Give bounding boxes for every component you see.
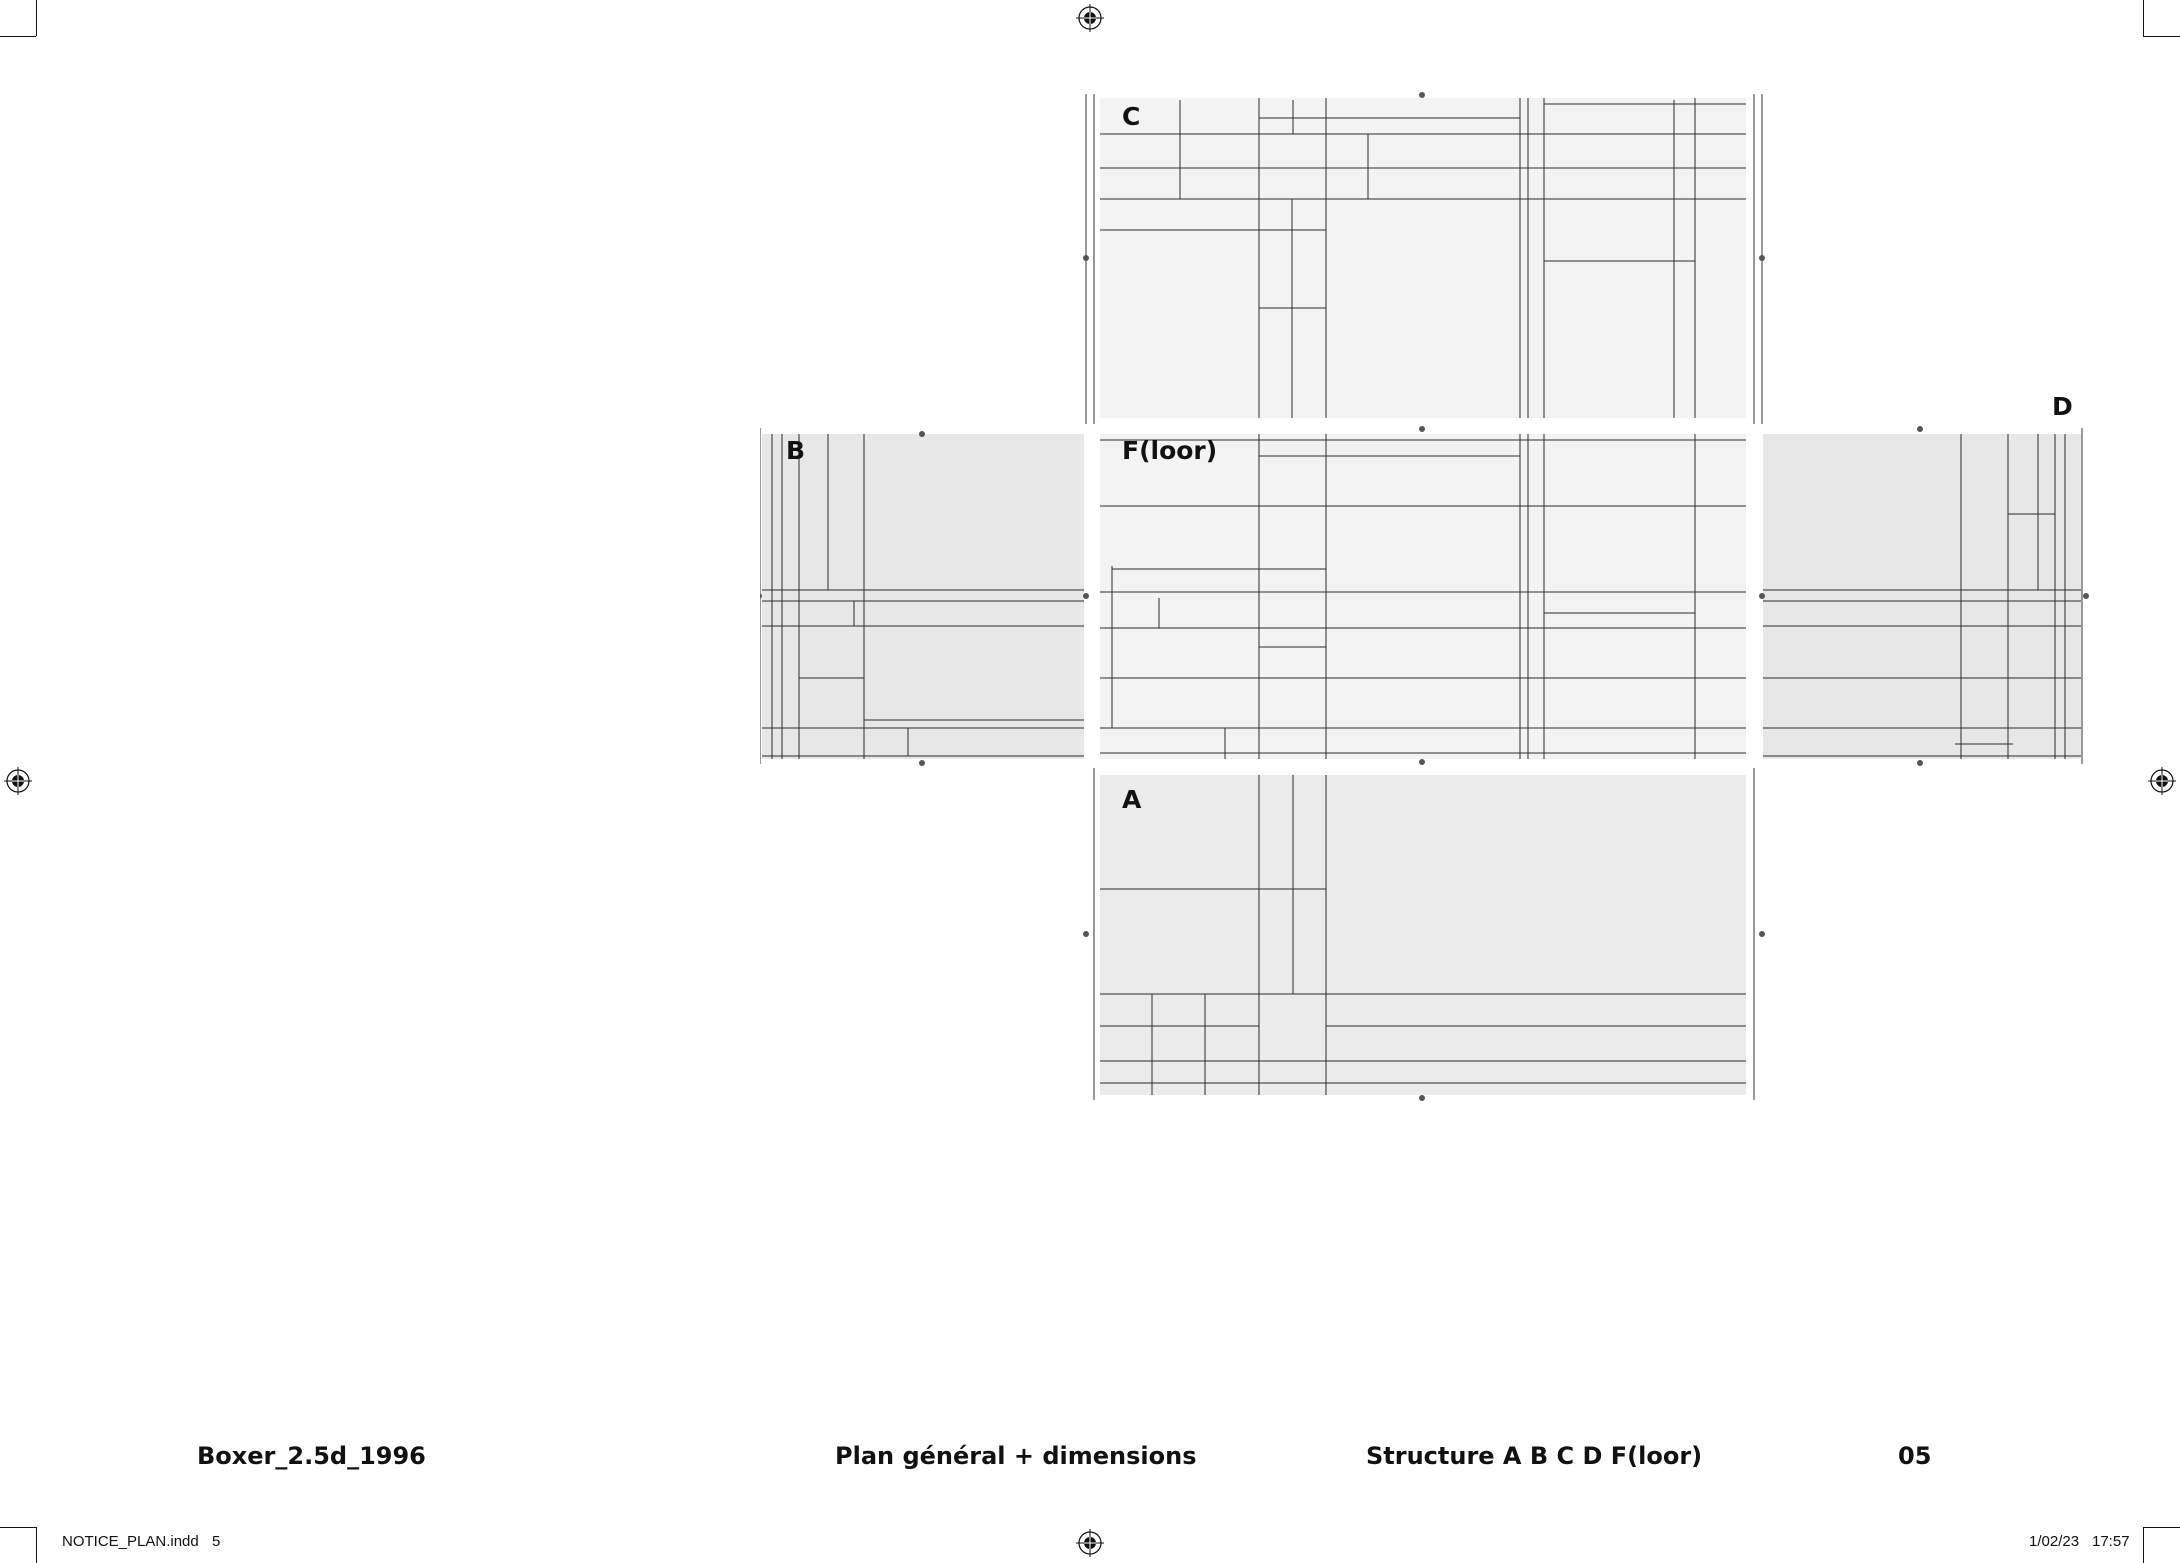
slug-date: 1/02/23 — [2029, 1533, 2080, 1550]
registration-mark-icon — [1076, 4, 1104, 32]
registration-mark-icon — [2148, 767, 2176, 795]
panel-floor-letter: F(loor) — [1122, 436, 1218, 465]
perimeter-ticks — [760, 88, 2090, 1108]
registration-mark-icon — [1076, 1529, 1104, 1557]
crop-mark — [2143, 0, 2144, 36]
registration-mark-icon — [4, 767, 32, 795]
crop-mark — [2143, 1527, 2144, 1563]
footer-page-number: 05 — [1898, 1442, 1932, 1470]
panel-a-letter: A — [1122, 785, 1142, 814]
panel-b-letter: B — [786, 436, 806, 465]
slug-file-page: 5 — [212, 1533, 221, 1550]
crop-mark — [2143, 1527, 2180, 1528]
slug-file-name: NOTICE_PLAN.indd — [62, 1533, 199, 1550]
crop-mark — [2143, 36, 2180, 37]
panel-c-letter: C — [1122, 102, 1141, 131]
crop-mark — [0, 1527, 36, 1528]
footer-model: Boxer_2.5d_1996 — [197, 1442, 426, 1470]
footer-structure: Structure A B C D F(loor) — [1366, 1442, 1703, 1470]
crop-mark — [36, 0, 37, 36]
footer-section: Plan général + dimensions — [835, 1442, 1197, 1470]
panel-d-letter: D — [2052, 392, 2073, 421]
slug-time: 17:57 — [2092, 1533, 2130, 1550]
crop-mark — [36, 1527, 37, 1563]
crop-mark — [0, 36, 36, 37]
